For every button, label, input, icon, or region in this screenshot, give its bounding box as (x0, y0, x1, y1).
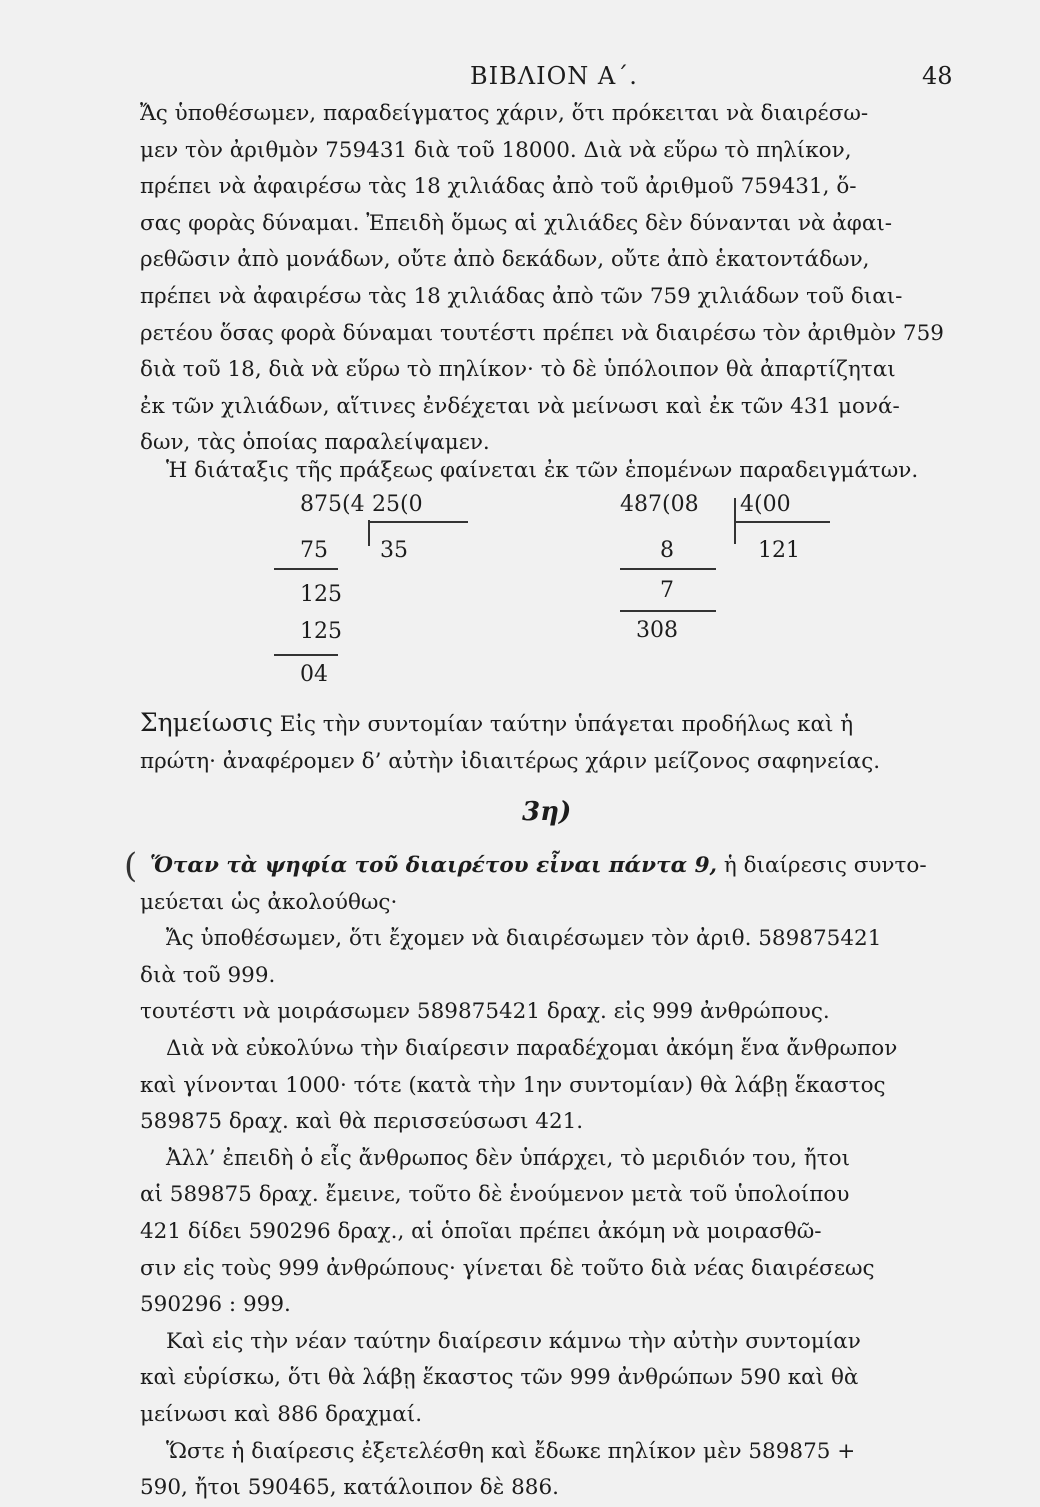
text-line: διὰ τοῦ 18, διὰ νὰ εὕρω τὸ πηλίκον· τὸ δὲ ὑπόλοιπον θὰ ἀπαρτίζηται (140, 357, 896, 383)
text-line: 590, ἤτοι 590465, κατάλοιπον δὲ 886. (140, 1475, 559, 1501)
text-line: διὰ τοῦ 999. (140, 962, 276, 988)
note-text: Εἰς τὴν συντομίαν ταύτην ὑπάγεται προδήλως καὶ ἡ (279, 712, 854, 737)
text-line: ρεθῶσιν ἀπὸ μονάδων, οὔτε ἀπὸ δεκάδων, οὔτε ἀπὸ ἑκατοντάδων, (140, 247, 870, 273)
text-line: Ἄς ὑποθέσωμεν, ὅτι ἔχομεν νὰ διαιρέσωμεν τὸν ἀριθ. 589875421 (166, 926, 882, 952)
text-line: ρετέου ὅσας φορὰ δύναμαι τουτέστι πρέπει νὰ διαιρέσω τὸν ἀριθμὸν 759 (140, 320, 944, 346)
text-line: δων, τὰς ὁποίας παραλείψαμεν. (140, 430, 490, 456)
text-line: Ἄς ὑποθέσωμεν, παραδείγματος χάριν, ὅτι πρόκειται νὰ διαιρέσω- (140, 101, 869, 126)
text-line: τουτέστι νὰ μοιράσωμεν 589875421 δραχ. εἰς 999 ἀνθρώπους. (140, 999, 830, 1025)
remainder: 308 (636, 618, 678, 643)
text-line: μεύεται ὡς ἀκολούθως· (140, 889, 398, 915)
note-text: πρώτη· ἀναφέρομεν δ’ αὐτὴν ἰδιαιτέρως χάριν μείζονος σαφηνείας. (140, 748, 881, 774)
dividend: 487(08 (620, 492, 699, 517)
section-number: 3η) (522, 797, 572, 827)
paragraph-2: Ἡ διάταξις τῆς πράξεως φαίνεται ἐκ τῶν ἑπομένων παραδειγμάτων. (166, 458, 919, 483)
remainder-row: 125 (300, 582, 342, 607)
text-line: καὶ εὑρίσκω, ὅτι θὰ λάβῃ ἕκαστος τῶν 999 ἀνθρώπων 590 καὶ θὰ (140, 1365, 859, 1391)
page-number: 48 (922, 62, 953, 90)
rule (620, 568, 716, 570)
section-heading-rest: ἡ διαίρεσις συντο- (723, 853, 927, 878)
text-line: πρέπει νὰ ἀφαιρέσω τὰς 18 χιλιάδας ἀπὸ τῶν 759 χιλιάδων τοῦ διαι- (140, 283, 903, 309)
text-line: Ὥστε ἡ διαίρεσις ἐξετελέσθη καὶ ἔδωκε πηλίκον μὲν 589875 + (166, 1438, 856, 1464)
text-line: σας φορὰς δύναμαι. Ἐπειδὴ ὅμως αἱ χιλιάδες δὲν δύνανται νὰ ἀφαι- (140, 210, 893, 236)
rule (620, 610, 716, 612)
remainder: 04 (300, 662, 328, 687)
text-line: ἐκ τῶν χιλιάδων, αἵτινες ἐνδέχεται νὰ μείνωσι καὶ ἐκ τῶν 431 μονά- (140, 393, 900, 419)
paragraph-1 (140, 96, 950, 462)
subtrahend: 125 (300, 619, 342, 644)
running-header: ΒΙΒΛΙΟΝ Α΄. (470, 62, 638, 90)
divisor: 4(00 (740, 492, 791, 517)
text-line: σιν εἰς τοὺς 999 ἀνθρώπους· γίνεται δὲ τοῦτο διὰ νέας διαιρέσεως (140, 1255, 875, 1281)
text-line: πρέπει νὰ ἀφαιρέσω τὰς 18 χιλιάδας ἀπὸ τοῦ ἀριθμοῦ 759431, ὅ- (140, 174, 857, 200)
quotient: 121 (758, 538, 800, 563)
divisor-rule (734, 521, 830, 523)
text-line: 589875 δραχ. καὶ θὰ περισσεύσωσι 421. (140, 1109, 584, 1135)
bracket-mark: ( (124, 846, 138, 886)
subtrahend: 7 (660, 578, 674, 603)
dividend: 875(4 (300, 492, 365, 517)
section-3 (140, 848, 950, 1507)
text-line: μείνωσι καὶ 886 δραχμαί. (140, 1401, 423, 1427)
text-line: Ἀλλ’ ἐπειδὴ ὁ εἷς ἄνθρωπος δὲν ὑπάρχει, τὸ μεριδιόν του, ἤτοι (166, 1145, 851, 1171)
subtrahend: 75 (300, 538, 328, 563)
section-heading: Ὅταν τὰ ψηφία τοῦ διαιρέτου εἶναι πάντα 9, (150, 853, 718, 878)
divisor-rule (368, 521, 468, 523)
text-line: Καὶ εἰς τὴν νέαν ταύτην διαίρεσιν κάμνω τὴν αὐτὴν συντομίαν (166, 1328, 861, 1354)
note-label: Σημείωσις (140, 708, 273, 737)
text-line: 590296 : 999. (140, 1292, 291, 1318)
quotient: 35 (380, 538, 408, 563)
divisor: 25(0 (372, 492, 423, 517)
division-bracket (368, 520, 370, 546)
text-line: αἱ 589875 δραχ. ἔμεινε, τοῦτο δὲ ἑνούμενον μετὰ τοῦ ὑπολοίπου (140, 1182, 850, 1208)
rule (274, 654, 338, 656)
rule (274, 568, 338, 570)
text-line: 421 δίδει 590296 δραχ., αἱ ὁποῖαι πρέπει ἀκόμη νὰ μοιρασθῶ- (140, 1218, 822, 1244)
text-line: μεν τὸν ἀριθμὸν 759431 διὰ τοῦ 18000. Διὰ νὰ εὕρω τὸ πηλίκον, (140, 137, 852, 163)
subtrahend: 8 (660, 538, 674, 563)
text-line: Διὰ νὰ εὐκολύνω τὴν διαίρεσιν παραδέχομαι ἀκόμη ἕνα ἄνθρωπον (166, 1035, 898, 1061)
note (140, 705, 880, 780)
text-line: καὶ γίνονται 1000· τότε (κατὰ τὴν 1ην συντομίαν) θὰ λάβῃ ἕκαστος (140, 1072, 886, 1098)
